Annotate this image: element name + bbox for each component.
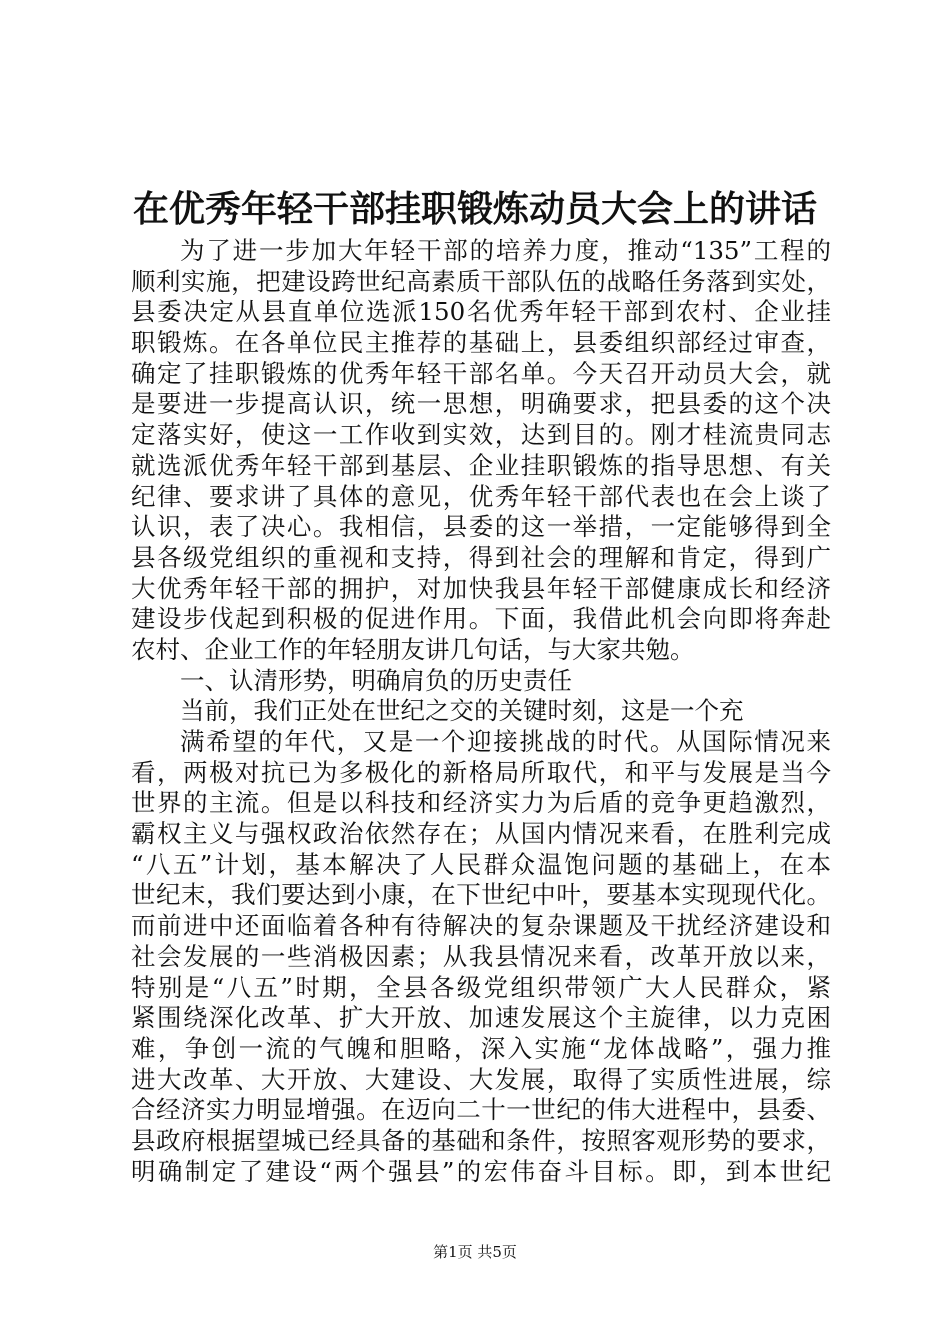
paragraph-line: 明确制定了建设“两个强县”的宏伟奋斗目标。即，到本世纪	[131, 1156, 831, 1186]
paragraph-line: 社会发展的一些消极因素；从我县情况来看，改革开放以来，	[131, 941, 831, 971]
paragraph-line: 为了进一步加大年轻干部的培养力度，推动“135”工程的	[180, 236, 831, 265]
paragraph-line: 定落实好，使这一工作收到实效，达到目的。刚才桂流贵同志	[131, 420, 831, 450]
paragraph-line: 县委决定从县直单位选派150名优秀年轻干部到农村、企业挂	[131, 297, 831, 327]
paragraph-line: 建设步伐起到积极的促进作用。下面，我借此机会向即将奔赴	[131, 604, 831, 634]
paragraph-line: 进大改革、大开放、大建设、大发展，取得了实质性进展，综	[131, 1064, 831, 1094]
paragraph-line: 世纪末，我们要达到小康，在下世纪中叶，要基本实现现代化。	[131, 880, 831, 910]
paragraph-line: 认识，表了决心。我相信，县委的这一举措，一定能够得到全	[131, 512, 831, 542]
paragraph-line: 农村、企业工作的年轻朋友讲几句话，与大家共勉。	[131, 634, 695, 664]
paragraph-line: 确定了挂职锻炼的优秀年轻干部名单。今天召开动员大会，就	[131, 358, 831, 388]
document-body	[131, 236, 831, 1187]
paragraph-line: 看，两极对抗已为多极化的新格局所取代，和平与发展是当今	[131, 757, 831, 787]
paragraph-line: “八五”计划，基本解决了人民群众温饱问题的基础上，在本	[131, 849, 831, 879]
paragraph-line: 难，争创一流的气魄和胆略，深入实施“龙体战略”，强力推	[131, 1033, 831, 1063]
paragraph-line: 顺利实施，把建设跨世纪高素质干部队伍的战略任务落到实处，	[131, 266, 831, 296]
paragraph-line: 满希望的年代，又是一个迎接挑战的时代。从国际情况来	[180, 727, 831, 756]
paragraph-line: 是要进一步提高认识，统一思想，明确要求，把县委的这个决	[131, 389, 831, 419]
paragraph-line: 县各级党组织的重视和支持，得到社会的理解和肯定，得到广	[131, 542, 831, 572]
paragraph-line: 县政府根据望城已经具备的基础和条件，按照客观形势的要求，	[131, 1125, 831, 1155]
paragraph-line: 特别是“八五”时期，全县各级党组织带领广大人民群众，紧	[131, 972, 831, 1002]
paragraph-line: 合经济实力明显增强。在迈向二十一世纪的伟大进程中，县委、	[131, 1095, 831, 1125]
paragraph-line: 大优秀年轻干部的拥护，对加快我县年轻干部健康成长和经济	[131, 573, 831, 603]
section-heading: 一、认清形势，明确肩负的历史责任	[180, 665, 572, 695]
paragraph-line: 世界的主流。但是以科技和经济实力为后盾的竞争更趋激烈，	[131, 788, 831, 818]
paragraph-line: 紧围绕深化改革、扩大开放、加速发展这个主旋律，以力克困	[131, 1003, 831, 1033]
paragraph-line: 纪律、要求讲了具体的意见，优秀年轻干部代表也在会上谈了	[131, 481, 831, 511]
paragraph-line: 而前进中还面临着各种有待解决的复杂课题及干扰经济建设和	[131, 911, 831, 941]
paragraph-line: 职锻炼。在各单位民主推荐的基础上，县委组织部经过审查，	[131, 328, 831, 358]
document-title: 在优秀年轻干部挂职锻炼动员大会上的讲话	[132, 188, 817, 230]
paragraph-line: 当前，我们正处在世纪之交的关键时刻，这是一个充	[180, 696, 744, 726]
paragraph-line: 霸权主义与强权政治依然存在；从国内情况来看，在胜利完成	[131, 819, 831, 849]
page-footer: 第1页 共5页	[433, 1243, 517, 1261]
paragraph-line: 就选派优秀年轻干部到基层、企业挂职锻炼的指导思想、有关	[131, 450, 831, 480]
